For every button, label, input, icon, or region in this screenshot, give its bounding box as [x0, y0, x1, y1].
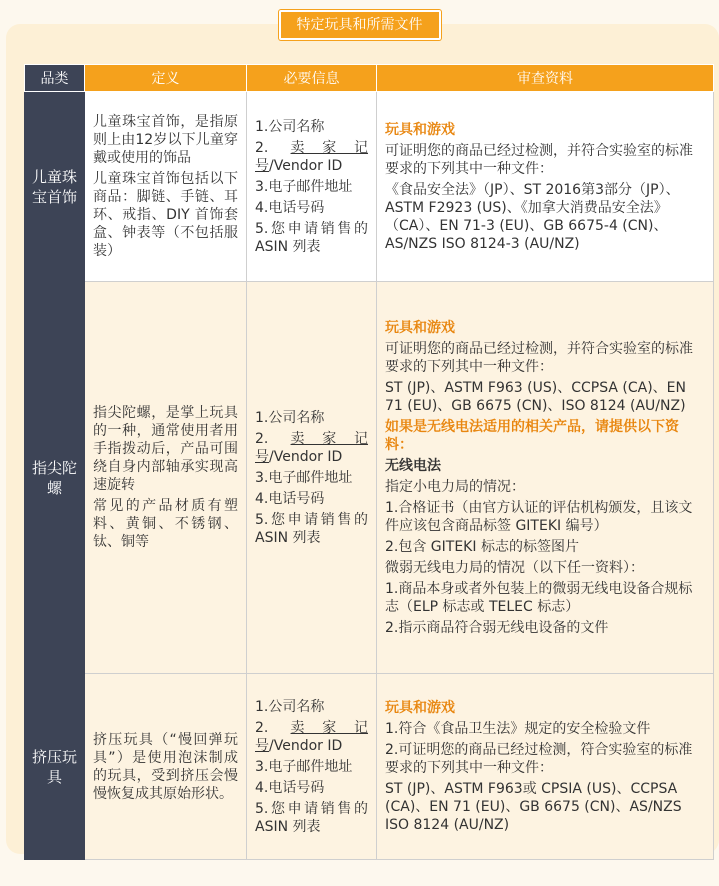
- info-item: 5.您申请销售的 ASIN 列表: [255, 800, 368, 835]
- review-text: 2.包含 GITEKI 标志的标签图片: [385, 538, 579, 555]
- review-text: 《食品安全法》（JP）、ST 2016第3部分（JP）、ASTM F2923 (US)、《加拿大消费品安全法》（CA）、EN 71-3 (EU)、GB 6675-4 (CN)、AS/NZS ISO 8124-3 (AU/NZ): [385, 181, 680, 252]
- header-category: 品类: [25, 65, 85, 92]
- info-item: 5.您申请销售的 ASIN 列表: [255, 511, 368, 546]
- info-item: 4.电话号码: [255, 199, 325, 216]
- info-item: 2. 卖家记号/Vendor ID: [255, 719, 369, 754]
- definition-cell: [85, 282, 247, 674]
- info-item: 3.电子邮件地址: [255, 758, 353, 775]
- info-item: 4.电话号码: [255, 490, 325, 507]
- review-text: 1.商品本身或者外包装上的微弱无线电设备合规标志（ELP 标志或 TELEC 标志）: [385, 580, 693, 615]
- review-subheading: 无线电法: [385, 457, 441, 474]
- definition-text: 挤压玩具（“慢回弹玩具”）是使用泡沫制成的玩具，受到挤压会慢慢恢复成其原始形状。: [93, 731, 238, 802]
- definition-text: 指尖陀螺，是掌上玩具的一种，通常使用者用手指拨动后，产品可围绕自身内部轴承实现高速旋转: [93, 405, 238, 493]
- definition-text: 常见的产品材质有塑料、黄铜、不锈钢、钛、铜等: [93, 498, 238, 550]
- review-text: ST (JP)、ASTM F963 (US)、CCPSA (CA)、EN 71 (EU)、GB 6675 (CN)、ISO 8124 (AU/NZ): [385, 379, 686, 414]
- review-text: ST (JP)、ASTM F963或 CPSIA (US)、CCPSA (CA)、EN 71 (EU)、GB 6675 (CN)、AS/NZS ISO 8124 (AU/NZ): [385, 781, 682, 833]
- info-item: 2. 卖家记号/Vendor ID: [255, 139, 369, 174]
- table-row: [25, 282, 714, 674]
- required-info-cell: [247, 92, 377, 282]
- info-item: 1.公司名称: [255, 698, 325, 715]
- definition-text: 儿童珠宝首饰包括以下商品：脚链、手链、耳环、戒指、DIY 首饰套盒、钟表等（不包括服装）: [93, 171, 238, 259]
- review-heading: 玩具和游戏: [385, 319, 455, 336]
- info-item: 1.公司名称: [255, 409, 325, 426]
- page-title: 特定玩具和所需文件: [279, 10, 441, 40]
- info-item: 2. 卖家记号/Vendor ID: [255, 430, 369, 465]
- review-cell: [377, 674, 714, 860]
- review-cell: [377, 92, 714, 282]
- review-text: 微弱无线电力局的情况（以下任一资料）：: [385, 559, 644, 576]
- review-heading: 玩具和游戏: [385, 700, 455, 716]
- review-cell: [377, 282, 714, 674]
- definition-cell: [85, 674, 247, 860]
- review-text: 可证明您的商品已经过检测，并符合实验室的标准要求的下列其中一种文件：: [385, 340, 693, 375]
- header-required-info: 必要信息: [247, 65, 377, 92]
- required-info-cell: [247, 674, 377, 860]
- review-text: 可证明您的商品已经过检测，并符合实验室的标准要求的下列其中一种文件：: [385, 142, 693, 177]
- toy-requirements-table: [24, 64, 714, 860]
- definition-cell: [85, 92, 247, 282]
- table-row: [25, 674, 714, 860]
- category-cell: 指尖陀螺: [25, 282, 85, 674]
- info-item: 5.您申请销售的 ASIN 列表: [255, 220, 368, 255]
- review-text: 1.符合《食品卫生法》规定的安全检验文件: [385, 721, 651, 737]
- info-item: 1.公司名称: [255, 118, 325, 135]
- review-radio-law-note: 如果是无线电法适用的相关产品，请提供以下资料：: [385, 418, 679, 453]
- header-review-docs: 审查资料: [377, 65, 714, 92]
- info-item: 4.电话号码: [255, 779, 325, 796]
- table-header-row: [25, 65, 714, 92]
- review-text: 2.指示商品符合弱无线电设备的文件: [385, 619, 609, 636]
- review-heading: 玩具和游戏: [385, 121, 455, 138]
- header-definition: 定义: [85, 65, 247, 92]
- table-row: [25, 92, 714, 282]
- review-text: 指定小电力局的情况：: [385, 478, 525, 495]
- review-text: 2.可证明您的商品已经过检测，符合实验室的标准要求的下列其中一种文件：: [385, 742, 693, 776]
- required-info-cell: [247, 282, 377, 674]
- review-text: 1.合格证书（由官方认证的评估机构颁发，且该文件应该包含商品标签 GITEKI 编号）: [385, 499, 693, 534]
- info-item: 3.电子邮件地址: [255, 178, 353, 195]
- info-item: 3.电子邮件地址: [255, 469, 353, 486]
- category-cell: 挤压玩具: [25, 674, 85, 860]
- definition-text: 儿童珠宝首饰，是指原则上由12岁以下儿童穿戴或使用的饰品: [93, 114, 238, 166]
- category-cell: 儿童珠宝首饰: [25, 92, 85, 282]
